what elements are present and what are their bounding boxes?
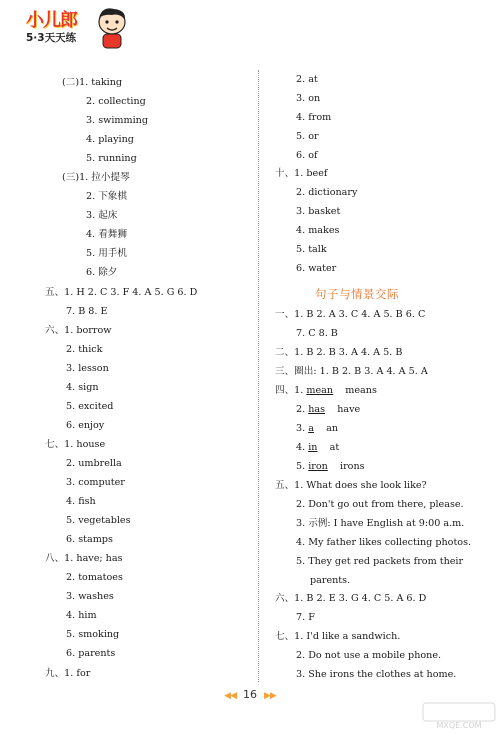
answer-line [86,114,148,127]
answer-line [66,362,109,375]
answer-text: 4. him [66,610,97,621]
column-divider [258,70,259,682]
answer-line [296,262,336,275]
answer-line [296,327,338,340]
answer-text: 3. 示例: I have English at 9:00 a.m. [296,518,465,529]
answer-line [296,73,318,86]
answer-text: (二)1. taking [62,77,123,88]
answer-text: 八、1. have; has [45,553,123,564]
answer-line [66,476,125,489]
answer-text: 2. umbrella [66,458,122,469]
answer-text: 5. running [86,153,137,164]
answer-text: 6. enjoy [66,420,105,431]
section-title: 句子与情景交际 [315,287,399,301]
answer-line [66,647,115,660]
next-arrows-icon: ▶▶ [264,691,276,701]
answer-line [275,167,327,180]
answer-text: 5. 用手机 [86,248,127,259]
answer-text: 6. of [296,150,318,161]
answer-line [62,171,130,184]
answer-text: 3. swimming [86,115,148,126]
answer-line [66,381,99,394]
answer-line [66,571,123,584]
answer-line [66,590,114,603]
answer-line [275,365,428,378]
answer-line [296,149,318,162]
answer-text: (三)1. 拉小提琴 [62,172,130,183]
answer-line [86,247,127,260]
answer-line [66,609,97,622]
answer-line [296,649,441,662]
prev-arrows-icon: ◀◀ [224,691,236,701]
answer-line [66,628,119,641]
answer-line [86,95,146,108]
answer-line [66,419,104,432]
answer-text: 5. vegetables [66,515,131,526]
answer-line [296,555,463,568]
answer-text: 3. She irons the clothes at home. [296,669,457,680]
answer-text: 5. talk [296,244,327,255]
answer-line [86,266,117,279]
answer-line [66,400,113,413]
answer-text: 2. at [296,74,318,85]
page-footer [0,688,500,701]
answer-line [66,495,96,508]
answer-line [86,209,117,222]
answer-line [310,574,350,587]
answer-text: 3. [296,423,309,434]
page-number: 16 [243,688,257,701]
answer-line [296,668,456,681]
underlined-word: has [308,404,326,415]
answer-line [275,308,425,321]
mascot-icon [92,6,132,50]
underlined-word: a [308,423,314,434]
answer-text: 6. water [296,263,337,274]
answer-text: 十、1. beef [275,168,328,179]
answer-line [296,403,360,416]
answer-line [275,384,377,397]
corrected-word: means [333,385,377,396]
answer-text: 2. tomatoes [66,572,123,583]
answer-line [86,152,137,165]
answer-line [296,224,339,237]
answer-line [66,343,103,356]
watermark-text: MXQE.COM [436,721,482,730]
answer-text: 七、1. house [45,439,106,450]
answer-line [296,422,338,435]
answer-text: 2. [296,404,309,415]
answer-line [296,130,319,143]
answer-text: 7. F [296,612,315,623]
brand-logo [24,6,134,50]
answer-text: 3. washes [66,591,114,602]
answer-line [296,460,365,473]
answer-line [66,514,131,527]
answer-line [45,552,123,565]
answer-text: 3. basket [296,206,341,217]
answer-text: 2. thick [66,344,103,355]
answer-line [66,457,122,470]
answer-text: 2. collecting [86,96,146,107]
answer-text: 五、1. What does she look like? [275,480,427,491]
answer-text: 六、1. B 2. E 3. G 4. C 5. A 6. D [275,593,427,604]
answer-line [296,205,340,218]
answer-line [296,441,339,454]
underlined-word: iron [308,461,328,472]
answer-line [296,186,357,199]
answer-line [45,438,105,451]
watermark-logo [422,702,496,730]
answer-text: 5. They get red packets from their [296,556,464,567]
answer-line [296,111,331,124]
answer-line [296,243,327,256]
corrected-word: an [313,423,339,434]
answer-text: 2. Do not use a mobile phone. [296,650,442,661]
underlined-word: in [308,442,318,453]
answer-text: 4. 看舞狮 [86,229,127,240]
answer-line [296,517,464,530]
answer-text: 7. C 8. B [296,328,338,339]
answer-text: 3. on [296,93,321,104]
answer-text: 6. 除夕 [86,267,118,278]
answer-text: 6. stamps [66,534,113,545]
answer-line [86,133,134,146]
answer-text: 5. [296,461,309,472]
answer-text: 4. playing [86,134,134,145]
answer-text: 5. excited [66,401,114,412]
answer-line [275,479,427,492]
answer-text: 4. fish [66,496,96,507]
answer-text: 3. lesson [66,363,109,374]
answer-line [296,92,320,105]
answer-text: 7. B 8. E [66,306,108,317]
answer-text: 二、1. B 2. B 3. A 4. A 5. B [275,347,403,358]
answer-line [86,228,127,241]
answer-text: 五、1. H 2. C 3. F 4. A 5. G 6. D [45,287,198,298]
corrected-word: irons [327,461,365,472]
answer-text: 3. 起床 [86,210,118,221]
answer-text: 4. [296,442,309,453]
corrected-word: have [325,404,361,415]
answer-text: 四、1. [275,385,307,396]
answer-line [296,611,315,624]
answer-text: 4. from [296,112,332,123]
answer-line [45,324,111,337]
brand-title: 小儿郎 [26,10,77,31]
answer-text: 2. dictionary [296,187,358,198]
answer-text: 4. makes [296,225,340,236]
answer-text: 一、1. B 2. A 3. C 4. A 5. B 6. C [275,309,426,320]
series-name: 5·3天天练 [26,32,77,44]
answer-line [62,76,122,89]
answer-line [45,667,90,680]
answer-text: 5. or [296,131,319,142]
corrected-word: at [317,442,340,453]
answer-text: 三、圈出: 1. B 2. B 3. A 4. A 5. A [275,366,428,377]
answer-line [275,630,400,643]
answer-line [86,190,127,203]
answer-line [275,346,402,359]
answer-text: 4. My father likes collecting photos. [296,537,472,548]
answer-text: 4. sign [66,382,99,393]
answer-text: 3. computer [66,477,125,488]
answer-text: 六、1. borrow [45,325,112,336]
answer-line [45,286,197,299]
answer-text: 5. smoking [66,629,120,640]
answer-line [275,592,426,605]
answer-line [66,533,113,546]
answer-line [296,498,464,511]
answer-text: 七、1. I'd like a sandwich. [275,631,401,642]
answer-line [66,305,108,318]
answer-text: parents. [310,575,351,586]
answer-text: 6. parents [66,648,116,659]
underlined-word: mean [306,385,334,396]
answer-text: 2. 下象棋 [86,191,127,202]
answer-text: 九、1. for [45,668,91,679]
answer-line [296,536,471,549]
answer-text: 2. Don't go out from there, please. [296,499,464,510]
